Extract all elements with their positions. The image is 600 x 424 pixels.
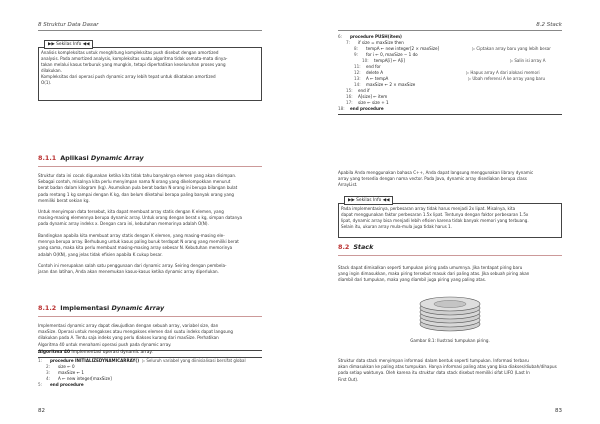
algorithm-line: 13: A ← tempA <box>354 76 389 81</box>
paragraph: Struktur data ini cocok digunakan ketika kita tidak tahu banyaknya elemen yang akan disimpan. Sebagai contoh, misalnya kita perlu menyimpan nama N orang yang dikelompokkan menurut berat badan dalam kilogram (kg). Asumsikan pula berat badan N orang ini berupa bilangan bulat pada rentang 1 kg sampai dengan K kg, dan belum diketahui berapa paling banyak orang yang memiliki berat sekian kg. <box>38 173 238 203</box>
paragraph: Struktur data stack menyimpan informasi dalam bentuk seperti tumpukan. Informasi terbaru akan dimasukkan ke paling atas tumpukan. Hanya informasi paling atas yang bisa diakses/diubah/dihapus pada setiap waktunya. Oleh karena itu struktur data stack disebut memiliki sifat LIFO (Last In First Out). <box>338 358 557 382</box>
paragraph: Stack dapat dimisalkan seperti tumpukan piring pada umumnya. Jika terdapat piring baru yang ingin dimasukkan, maka piring tersebut masuk dari paling atas. Jika sebuah piring akan diambil dari tumpukan, maka yang diambil juga piring yang paling atas. <box>338 265 530 283</box>
algorithm-line: 6: procedure PUSH(item) <box>338 34 402 39</box>
algorithm-line: 17: size ← size + 1 <box>346 100 389 105</box>
algorithm-line: 7: if size = maxSize then <box>346 40 404 45</box>
info-line: dilakukan. <box>41 68 62 74</box>
algorithm-line: 14: maxSize ← 2 × maxSize <box>354 82 416 87</box>
paragraph: Apabila Anda menggunakan bahasa C++, Anda dapat langsung menggunakan library dynamic array yang tersedia dengan nama vector. Pada Java, dynamic array disediakan berupa class ArrayList. <box>338 170 534 188</box>
info-line: takan melalui kasus terburuk yang mungkin, tetapi diperhatikan keseluruhan proses yang <box>41 62 226 68</box>
algorithm-bottom-rule <box>338 114 562 115</box>
algorithm-title: Algoritma 40 Implementasi operasi dynamic array. <box>38 350 153 355</box>
header-rule <box>38 30 262 31</box>
info-line: Kompleksitas dari operasi push dynamic array lebih tepat untuk dikatakan amortized <box>41 74 216 80</box>
page-number: 82 <box>38 408 45 414</box>
paragraph: Bandingkan apabila kita membuat array statis dengan K elemen, yang masing-masing ele- mennya berupa array. Berhubung untuk kasus paling buruk terdapat N orang yang memiliki berat yang sama, maka kita perlu membuat masing-masing array sebesar N. Kebutuhan memorinya adalah O(KN), yang jelas tidak efisien apabila K cukup besar. <box>38 233 239 257</box>
plate <box>420 297 480 331</box>
info-box-tab: ▶▶ Sekilas Info ◀◀ <box>44 40 93 49</box>
algorithm-line: 16: A[size] ← item <box>346 94 388 99</box>
algorithm-comment: ▷ Seluruh variabel yang diinisialisasi bersifat global <box>142 358 246 363</box>
info-box-text <box>41 50 258 87</box>
info-line: Analisis kompleksitas untuk menghitung kompleksitas push disebut dengan amortized <box>41 50 219 55</box>
paragraph: Untuk menyimpan data tersebut, kita dapat membuat array statis dengan K elemen, yang masing-masing elemennya berupa dynamic array. Untuk orang dengan berat x kg, simpan datanya pada dynamic array indeks x. Dengan cara ini, kebutuhan memorinya adalah O(N). <box>38 209 243 227</box>
header-rule <box>338 30 562 31</box>
algorithm-line: 4: A ← new integer[maxSize] <box>46 376 112 381</box>
running-head: 8 Struktur Data Dasar <box>38 22 99 28</box>
paragraph: Implementasi dynamic array dapat diwujudkan dengan sebuah array, variabel size, dan maxSize. Operasi untuk mengakses atau mengakses elemen dari suatu indeks dapat langsung dilakukan pada A. Tentu saja indeks yang perlu diakses kurang dari maxSize. Perhatikan Algoritma 40 untuk menahami operasi push pada dynamic array. <box>38 323 234 347</box>
info-box-text: Pada implementasinya, perbesaran array tidak harus menjadi 2x lipat. Misalnya, kita dapat menggunakan faktor perbesaran 1.5x lipat. Tentunya dengan faktor perbesaran 1.5x lipat, dynamic array bisa menjadi lebih efisien karena tidak banyak memori yang terbuang. Selain itu, ukuran array mula-mula juga tidak harus 1. <box>341 206 529 230</box>
algorithm-line: 9: for i ← 0, maxSize − 1 do <box>354 52 418 57</box>
algorithm-line: 1: procedure INITIALIZEDYNAMICARRAY() <box>38 358 140 363</box>
section-heading-8-1-1: 8.1.1 Aplikasi Dynamic Array <box>38 154 144 162</box>
algorithm-line: 10: tempA[i] ← A[i] <box>362 58 406 63</box>
algorithm-comment: ▷ Ciptakan array baru yang lebih besar <box>472 46 551 51</box>
section-rule <box>38 316 262 317</box>
section-rule <box>338 255 562 256</box>
algorithm-comment: ▷ Ubah referensi A ke array yang baru <box>468 76 545 81</box>
algorithm-line: 5: end procedure <box>38 382 84 387</box>
info-line: O(1). <box>41 80 52 86</box>
algorithm-line: 12: delete A <box>354 70 383 75</box>
algorithm-comment: ▷ Salin isi array A <box>510 58 546 63</box>
algorithm-line: 2: size ← 0 <box>46 364 75 369</box>
algorithm-line: 8: tempA ← new integer[2 × maxSize] <box>354 46 440 51</box>
algorithm-line: 18: end procedure <box>338 106 384 111</box>
section-rule <box>38 166 262 167</box>
plate-stack-illustration <box>415 290 485 334</box>
info-box-tab: ▶▶ Sekilas Info ◀◀ <box>344 196 393 205</box>
figure-caption: Gambar 8.1: Ilustrasi tumpukan piring. <box>410 338 490 343</box>
algorithm-comment: ▷ Hapus array A dari alokasi memori <box>466 70 540 75</box>
info-line: analysis. Pada amortized analysis, kompleksitas suatu algoritma tidak semata-mata dinya- <box>41 56 228 62</box>
algorithm-line: 3: maxSize ← 1 <box>46 370 84 375</box>
running-head: 8.2 Stack <box>536 22 562 28</box>
section-heading-8-1-2: 8.1.2 Implementasi Dynamic Array <box>38 304 165 312</box>
page-number: 83 <box>555 408 562 414</box>
algorithm-line: 15: end if <box>346 88 370 93</box>
algorithm-line: 11: end for <box>354 64 381 69</box>
right-page <box>300 0 600 424</box>
paragraph: Contoh ini merupakan salah satu penggunaan dari dynamic array. Seiring dengan pembela- jaran dan latihan, Anda akan menemukan kasus-kasus ketika dynamic array diperlukan. <box>38 263 227 275</box>
section-heading-8-2: 8.2 Stack <box>338 243 374 251</box>
